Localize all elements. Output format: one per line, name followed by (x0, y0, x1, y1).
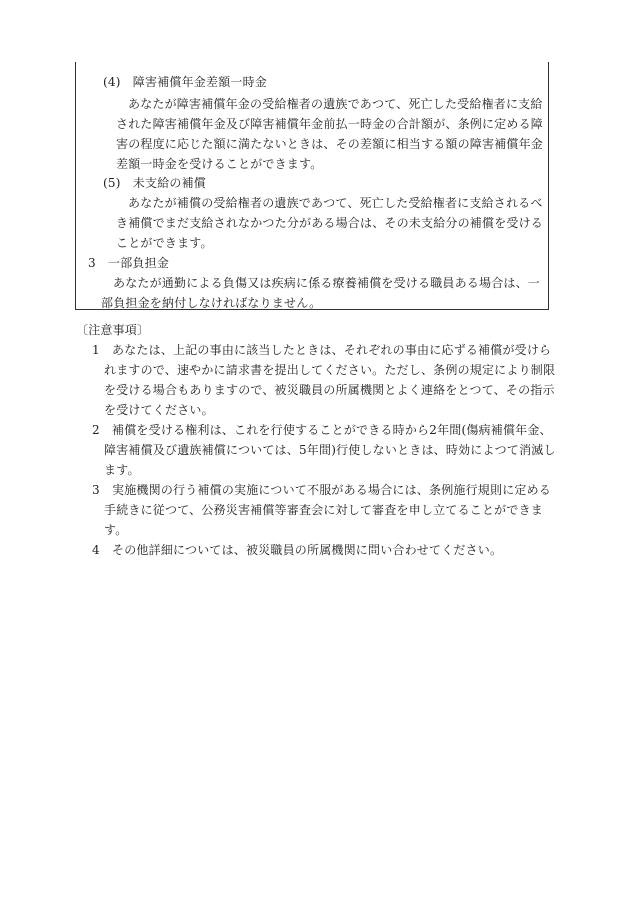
note2-line-3: ます。 (104, 463, 140, 477)
note1-line-2: れますので、速やかに請求書を提出してください。ただし、条例の規定により制限 (104, 363, 556, 377)
note3-line-3: す。 (104, 523, 128, 537)
note1-line-3: を受ける場合もありますので、被災職員の所属機関とよく連絡をとつて、その指示 (104, 383, 555, 397)
item4-line-1: あなたが障害補償年金の受給権者の遺族であつて、死亡した受給権者に支給 (128, 97, 543, 111)
item5-heading: (5) 未支給の補償 (103, 176, 206, 190)
item5-line-1: あなたが補償の受給権者の遺族であつて、死亡した受給権者に支給されるべ (128, 196, 543, 210)
note4-line-1: 4 その他詳細については、被災職員の所属機関に問い合わせてください。 (92, 543, 503, 557)
item4-line-4: 差額一時金を受けることができます。 (116, 157, 323, 171)
item5-line-3: ことができます。 (116, 236, 213, 250)
note3-line-1: 3 実施機関の行う補償の実施について不服がある場合には、条例施行規則に定める (92, 483, 551, 497)
item3-heading: 3 一部負担金 (88, 256, 170, 270)
note2-line-2: 障害補償及び遺族補償については、5年間)行使しないときは、時効によつて消滅し (104, 443, 556, 457)
notes-title: 〔注意事項〕 (76, 323, 150, 337)
item4-line-2: された障害補償年金及び障害補償年金前払一時金の合計額が、条例に定める障 (116, 117, 544, 131)
note2-line-1: 2 補償を受ける権利は、これを行使することができる時から2年間(傷病補償年金、 (92, 423, 552, 437)
item5-line-2: き補償でまだ支給されなかつた分がある場合は、その未支給分の補償を受ける (116, 216, 544, 230)
item3-line-1: あなたが通勤による負傷又は疾病に係る療養補償を受ける職員ある場合は、一 (113, 276, 541, 290)
item3-line-2: 部負担金を納付しなければなりません。 (101, 296, 322, 310)
item4-line-3: 害の程度に応じた額に満たないときは、その差額に相当する額の障害補償年金 (116, 137, 544, 151)
item4-heading: (4) 障害補償年金差額一時金 (103, 75, 267, 89)
note3-line-2: 手続きに従つて、公務災害補償等審査会に対して審査を申し立てることができま (104, 503, 543, 517)
note1-line-1: 1 あなたは、上記の事由に該当したときは、それぞれの事由に応ずる補償が受けら (92, 343, 552, 357)
note1-line-4: を受けてください。 (104, 403, 214, 417)
